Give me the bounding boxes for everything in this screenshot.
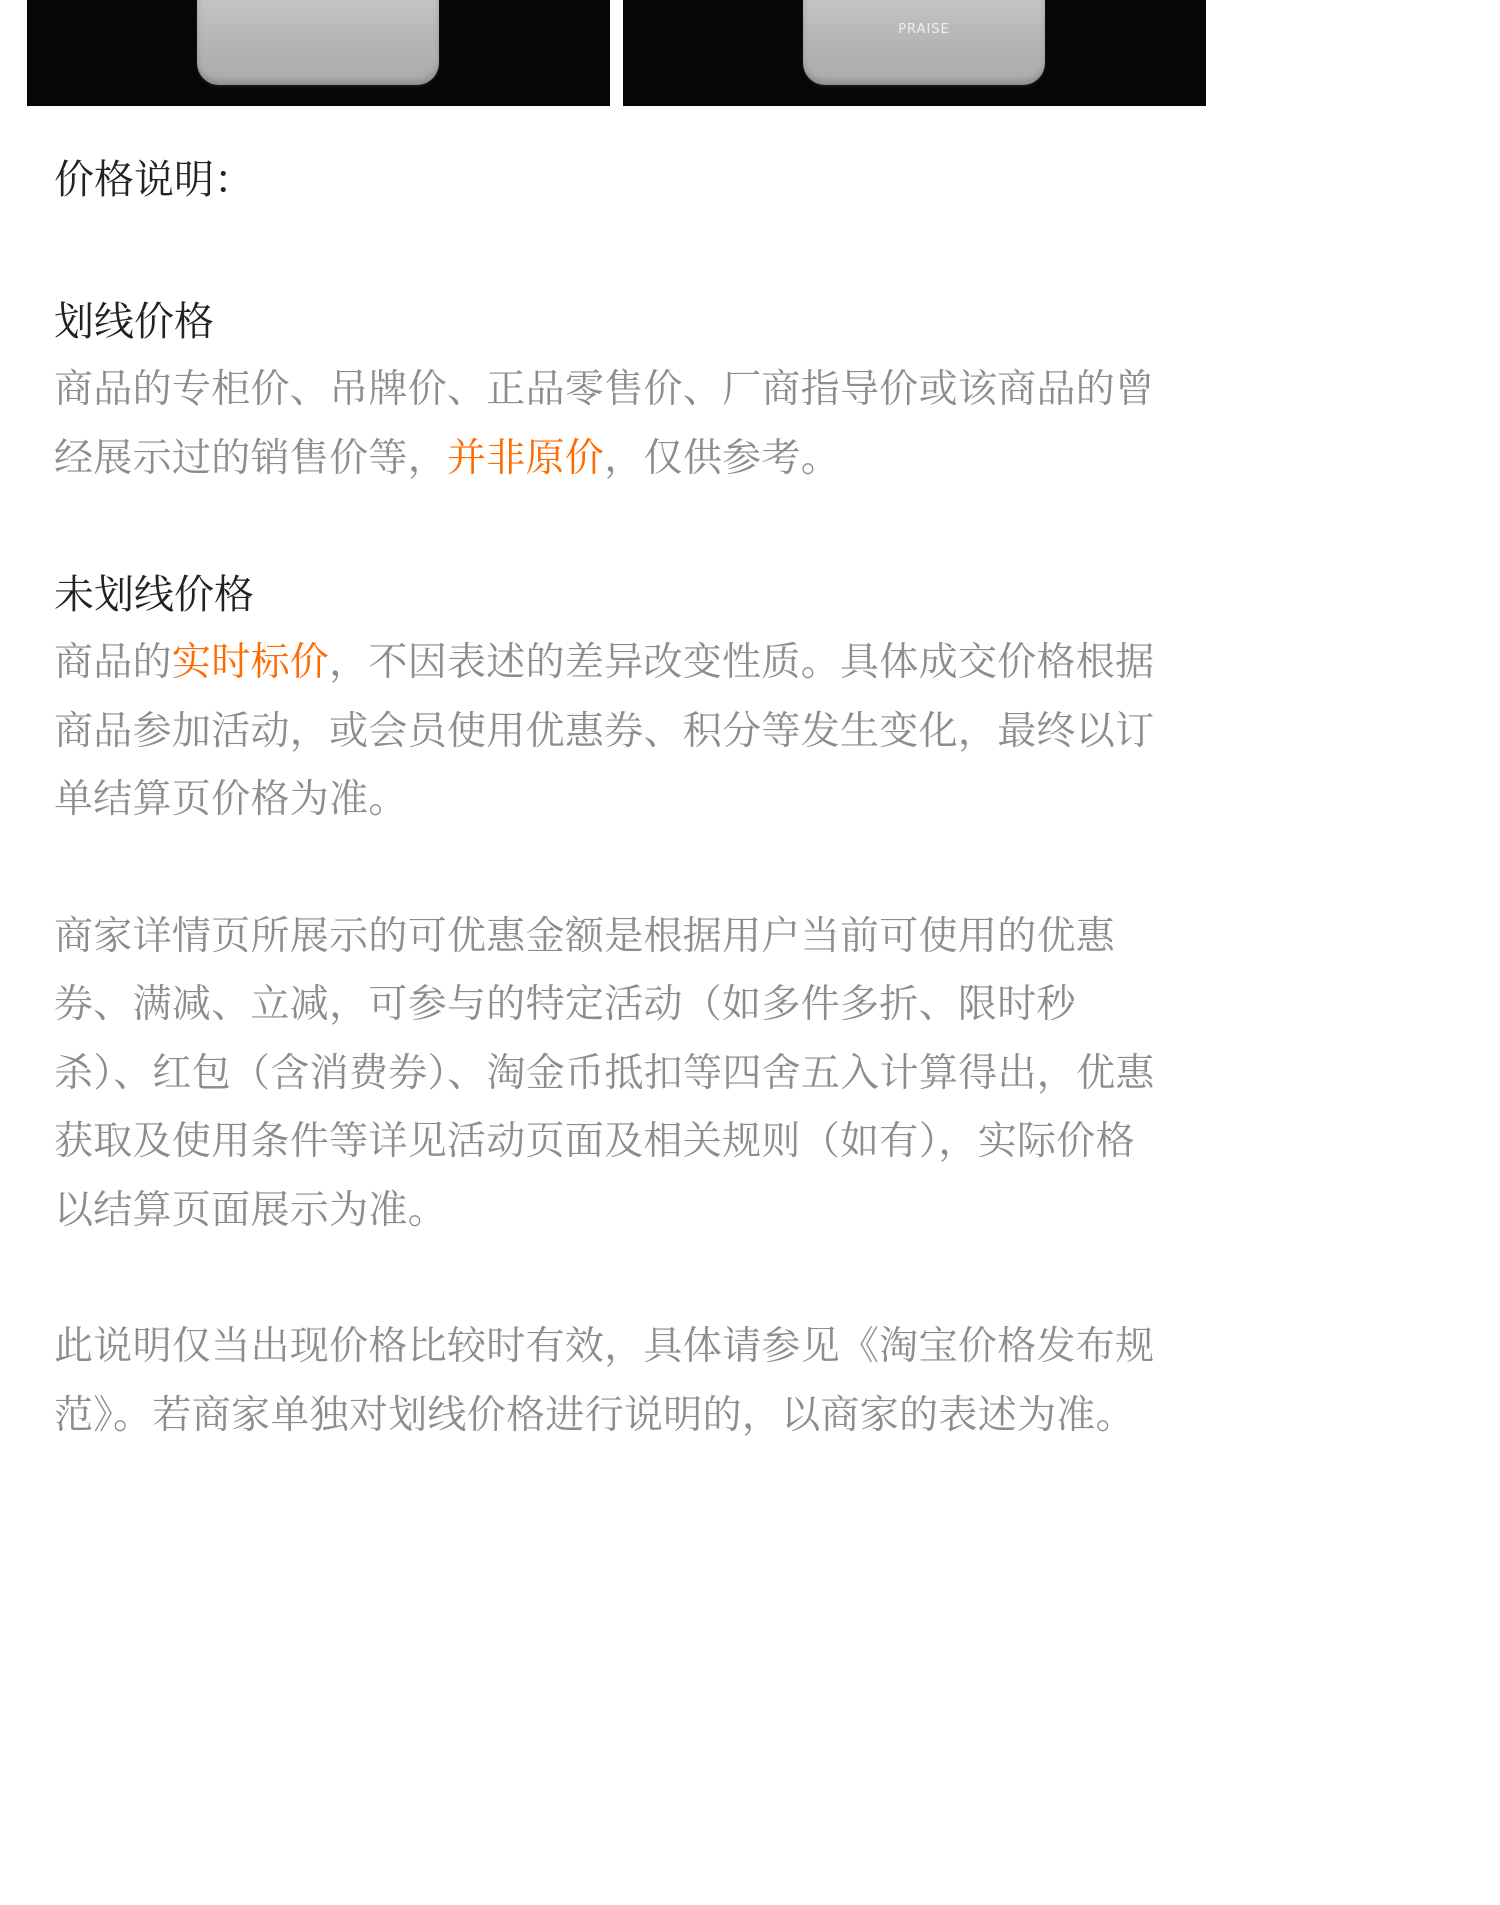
discount-amount-paragraph: 商家详情页所展示的可优惠金额是根据用户当前可使用的优惠券、满减、立减，可参与的特定活动（如多件多折、限时秒杀）、红包（含消费券）、淘金币抵扣等四舍五入计算得出，优惠获取及使用条件等详见活动页面及相关规则（如有），实际价格以结算页面展示为准。 [54,913,1155,1233]
non-strikethrough-price-description [54,629,1174,835]
strikethrough-price-description [54,356,1174,493]
device-brand-label-right: PRAISE [898,22,950,37]
non-strikethrough-price-heading: 未划线价格 [54,572,254,618]
device-render-right [803,0,1045,85]
price-notice-title: 价格说明： [54,157,254,203]
strikethrough-text-after: ，仅供参考。 [604,435,841,481]
product-image-left[interactable] [27,0,610,106]
strikethrough-text-before: 商品的专柜价、吊牌价、正品零售价、厂商指导价或该商品的曾经展示过的销售价等， [54,367,1155,481]
product-image-strip [0,0,1240,106]
validity-paragraph: 此说明仅当出现价格比较时有效，具体请参见《淘宝价格发布规范》。若商家单独对划线价格进行说明的，以商家的表述为准。 [54,1324,1155,1438]
price-notice [54,148,1174,1450]
product-image-right[interactable] [623,0,1206,106]
device-render-left [197,0,439,85]
non-strikethrough-text-after: ，不因表述的差异改变性质。具体成交价格根据商品参加活动，或会员使用优惠券、积分等发生变化，最终以订单结算页价格为准。 [54,640,1155,822]
non-strikethrough-text-before: 商品的 [54,640,172,685]
non-strikethrough-highlight: 实时标价 [171,640,330,685]
strikethrough-highlight: 并非原价 [447,435,605,481]
strikethrough-price-heading: 划线价格 [54,299,214,345]
